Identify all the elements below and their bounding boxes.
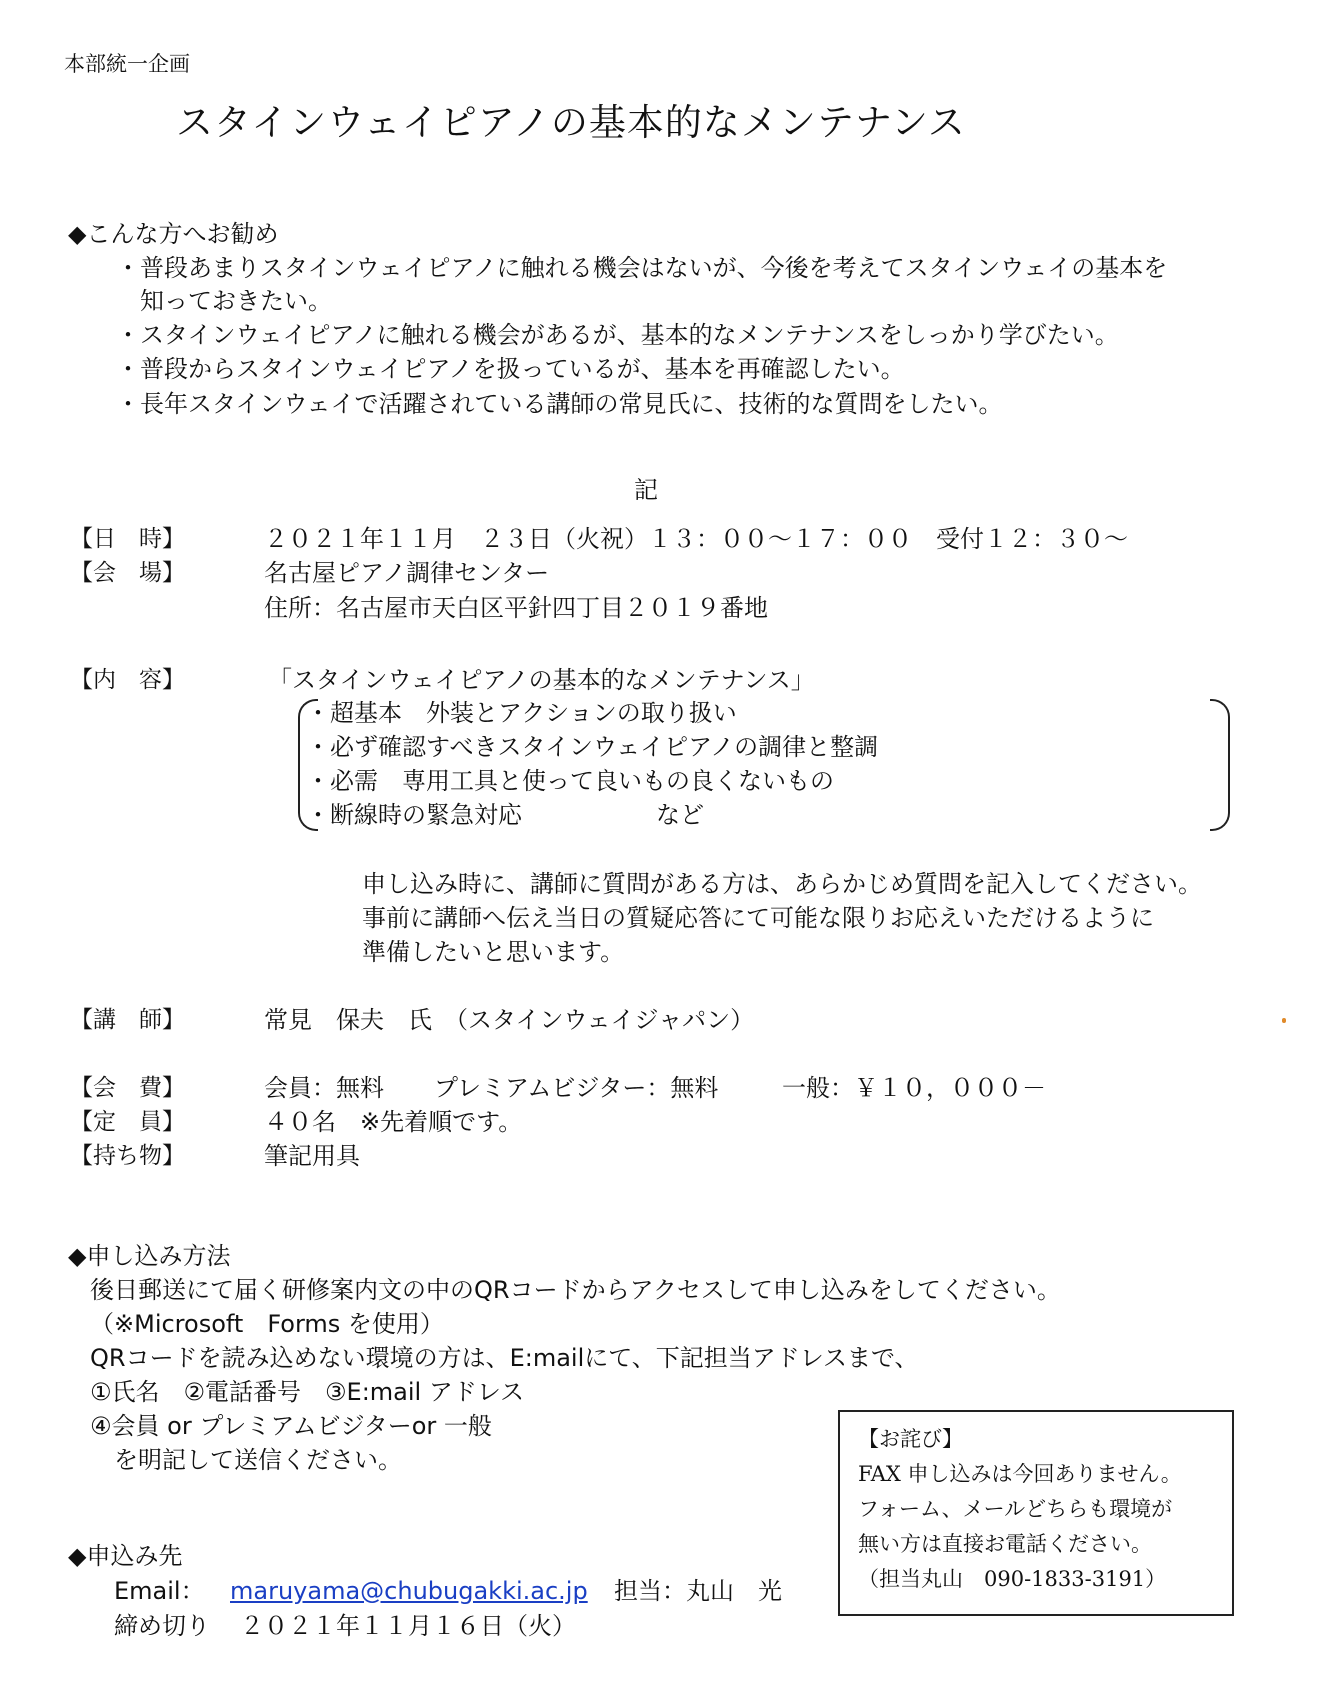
notice-box (838, 1410, 1234, 1616)
apply-line: ①氏名 ②電話番号 ③E:mail アドレス (90, 1378, 525, 1406)
apply-line: QRコードを読み込めない環境の方は、E:mailにて、下記担当アドレスまで、 (90, 1344, 919, 1372)
deadline-label: 締め切り (114, 1612, 210, 1640)
apply-heading: ◆申し込み方法 (68, 1242, 231, 1270)
venue-label: 【会 場】 (70, 560, 185, 586)
lecturer-label: 【講 師】 (70, 1007, 185, 1033)
content-item: ・ 断線時の緊急対応 (306, 799, 522, 831)
belongings-label: 【持ち物】 (70, 1143, 185, 1169)
content-note-line: 事前に講師へ伝え当日の質疑応答にて可能な限りお応えいただけるように (362, 904, 1154, 932)
content-item: ・ 超基本 外装とアクションの取り扱い (306, 697, 737, 729)
fee-member: 会員：無料 (264, 1074, 384, 1102)
notice-line: （担当丸山 090-1833-3191） (858, 1567, 1167, 1591)
fee-general: 一般：￥１０，０００－ (782, 1074, 1046, 1102)
notice-line: フォーム、メールどちらも環境が (858, 1497, 1173, 1521)
content-label: 【内 容】 (70, 667, 185, 693)
venue-address: 住所：名古屋市天白区平針四丁目２０１９番地 (264, 594, 768, 622)
capacity-label: 【定 員】 (70, 1109, 185, 1135)
datetime-label: 【日 時】 (70, 526, 185, 552)
recommend-item: ・ 普段からスタインウェイピアノを扱っているが、基本を再確認したい。 (116, 353, 905, 385)
apply-line: を明記して送信ください。 (114, 1446, 402, 1474)
notice-line: FAX 申し込みは今回ありません。 (858, 1462, 1182, 1486)
email-link[interactable]: maruyama@chubugakki.ac.jp (230, 1577, 588, 1605)
notice-title: 【お詫び】 (858, 1427, 963, 1451)
email-label: Email： (114, 1577, 205, 1605)
fee-premium: プレミアムビジター：無料 (434, 1074, 719, 1102)
recommend-heading: ◆こんな方へお勧め (68, 220, 279, 248)
contact-person: 担当：丸山 光 (614, 1577, 782, 1605)
scan-speck (1282, 1018, 1286, 1023)
bracket-right (1210, 699, 1230, 831)
datetime-value: ２０２１年１１月 ２３日（火祝）１３：００～１７：００ 受付１２：３０～ (264, 525, 1128, 553)
content-note-line: 申し込み時に、講師に質問がある方は、あらかじめ質問を記入してください。 (362, 870, 1202, 898)
contact-heading: ◆申込み先 (68, 1542, 183, 1570)
content-title: 「スタインウェイピアノの基本的なメンテナンス」 (268, 666, 815, 694)
recommend-item: ・ スタインウェイピアノに触れる機会があるが、基本的なメンテナンスをしっかり学びたい。 (116, 319, 1119, 351)
recommend-item-cont: 知っておきたい。 (140, 287, 332, 315)
content-note-line: 準備したいと思います。 (362, 938, 625, 966)
apply-line: ④会員 or プレミアムビジターor 一般 (90, 1412, 492, 1440)
content-etc: など (656, 801, 704, 829)
kicker-label: 本部統一企画 (64, 52, 190, 76)
venue-value: 名古屋ピアノ調律センター (264, 559, 550, 587)
ki-marker: 記 (634, 476, 658, 504)
recommend-item: ・ 普段あまりスタインウェイピアノに触れる機会はないが、今後を考えてスタインウェイの基本を (116, 252, 1167, 284)
content-item: ・ 必ず確認すべきスタインウェイピアノの調律と整調 (306, 731, 878, 763)
content-item: ・ 必需 専用工具と使って良いもの良くないもの (306, 765, 834, 797)
recommend-item: ・ 長年スタインウェイで活躍されている講師の常見氏に、技術的な質問をしたい。 (116, 388, 1003, 420)
deadline-value: ２０２１年１１月１６日（火） (240, 1612, 576, 1640)
fee-label: 【会 費】 (70, 1075, 185, 1101)
lecturer-value: 常見 保夫 氏 （スタインウェイジャパン） (264, 1006, 755, 1034)
notice-line: 無い方は直接お電話ください。 (858, 1532, 1152, 1556)
page-title: スタインウェイピアノの基本的なメンテナンス (176, 101, 966, 144)
apply-line: （※Microsoft Forms を使用） (90, 1310, 444, 1338)
capacity-value: ４０名 ※先着順です。 (264, 1108, 523, 1136)
belongings-value: 筆記用具 (264, 1142, 360, 1170)
apply-line: 後日郵送にて届く研修案内文の中のQRコードからアクセスして申し込みをしてください。 (90, 1276, 1061, 1304)
